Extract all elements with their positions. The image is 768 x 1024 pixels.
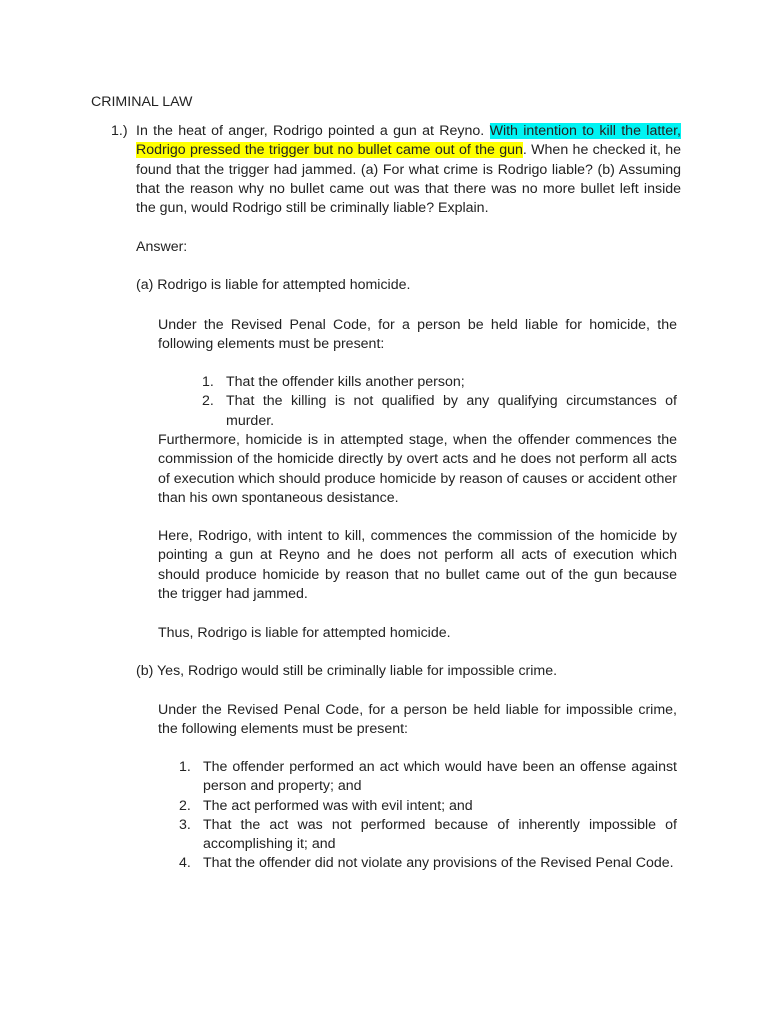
question-text <box>136 122 681 218</box>
list-item: 2. That the killing is not qualified by any qualifying circumstances of murder. <box>202 393 677 429</box>
part-a-conclusion: Thus, Rodrigo is liable for attempted homicide. <box>158 625 451 641</box>
highlight-yellow: Rodrigo pressed the trigger but no bullet came out of the gun <box>136 142 523 159</box>
list-item: 2. The act performed was with evil intent; and <box>179 797 473 814</box>
document-title: CRIMINAL LAW <box>91 94 193 110</box>
list-item: 1. The offender performed an act which would have been an offense against person and property; and <box>179 759 677 795</box>
list-item: 1. That the offender kills another person; <box>202 374 465 390</box>
part-a-intro: Under the Revised Penal Code, for a person be held liable for homicide, the following elements must be present: <box>158 317 677 353</box>
part-a-application: Here, Rodrigo, with intent to kill, commences the commission of the homicide by pointing a gun at Reyno and he does not perform all acts of execution which should produce homicide by reason that no bullet came out of the gun because the trigger had jammed. <box>158 528 677 602</box>
part-b-intro: Under the Revised Penal Code, for a person be held liable for impossible crime, the following elements must be present: <box>158 702 677 738</box>
part-b-elements <box>179 758 677 874</box>
list-item: 4. That the offender did not violate any provisions of the Revised Penal Code. <box>179 855 674 872</box>
question-text-b: . When he checked it, he found that the trigger had jammed. (a) For what crime is Rodrigo liable? (b) Assuming that the reason why no bullet came out was that there was no more bullet left inside the gun, would Rodrigo still be criminally liable? Explain. <box>136 142 682 217</box>
part-a-elements <box>202 373 677 431</box>
answer-label: Answer: <box>136 239 188 255</box>
part-a-furthermore: Furthermore, homicide is in attempted stage, when the offender commences the commission of the homicide directly by overt acts and he does not perform all acts of execution which should produce homicide by reason of causes or accident other than his own spontaneous desistance. <box>158 432 677 506</box>
part-b-heading: (b) Yes, Rodrigo would still be criminally liable for impossible crime. <box>136 663 558 679</box>
list-item: 3. That the act was not performed because of inherently impossible of accomplishing it; and <box>179 816 677 853</box>
highlight-cyan: With intention to kill the latter, <box>489 123 681 139</box>
part-a-heading: (a) Rodrigo is liable for attempted homicide. <box>136 277 411 293</box>
question-text-a: In the heat of anger, Rodrigo pointed a gun at Reyno. <box>136 123 490 139</box>
question-1 <box>111 122 681 218</box>
question-number: 1.) <box>111 123 128 139</box>
